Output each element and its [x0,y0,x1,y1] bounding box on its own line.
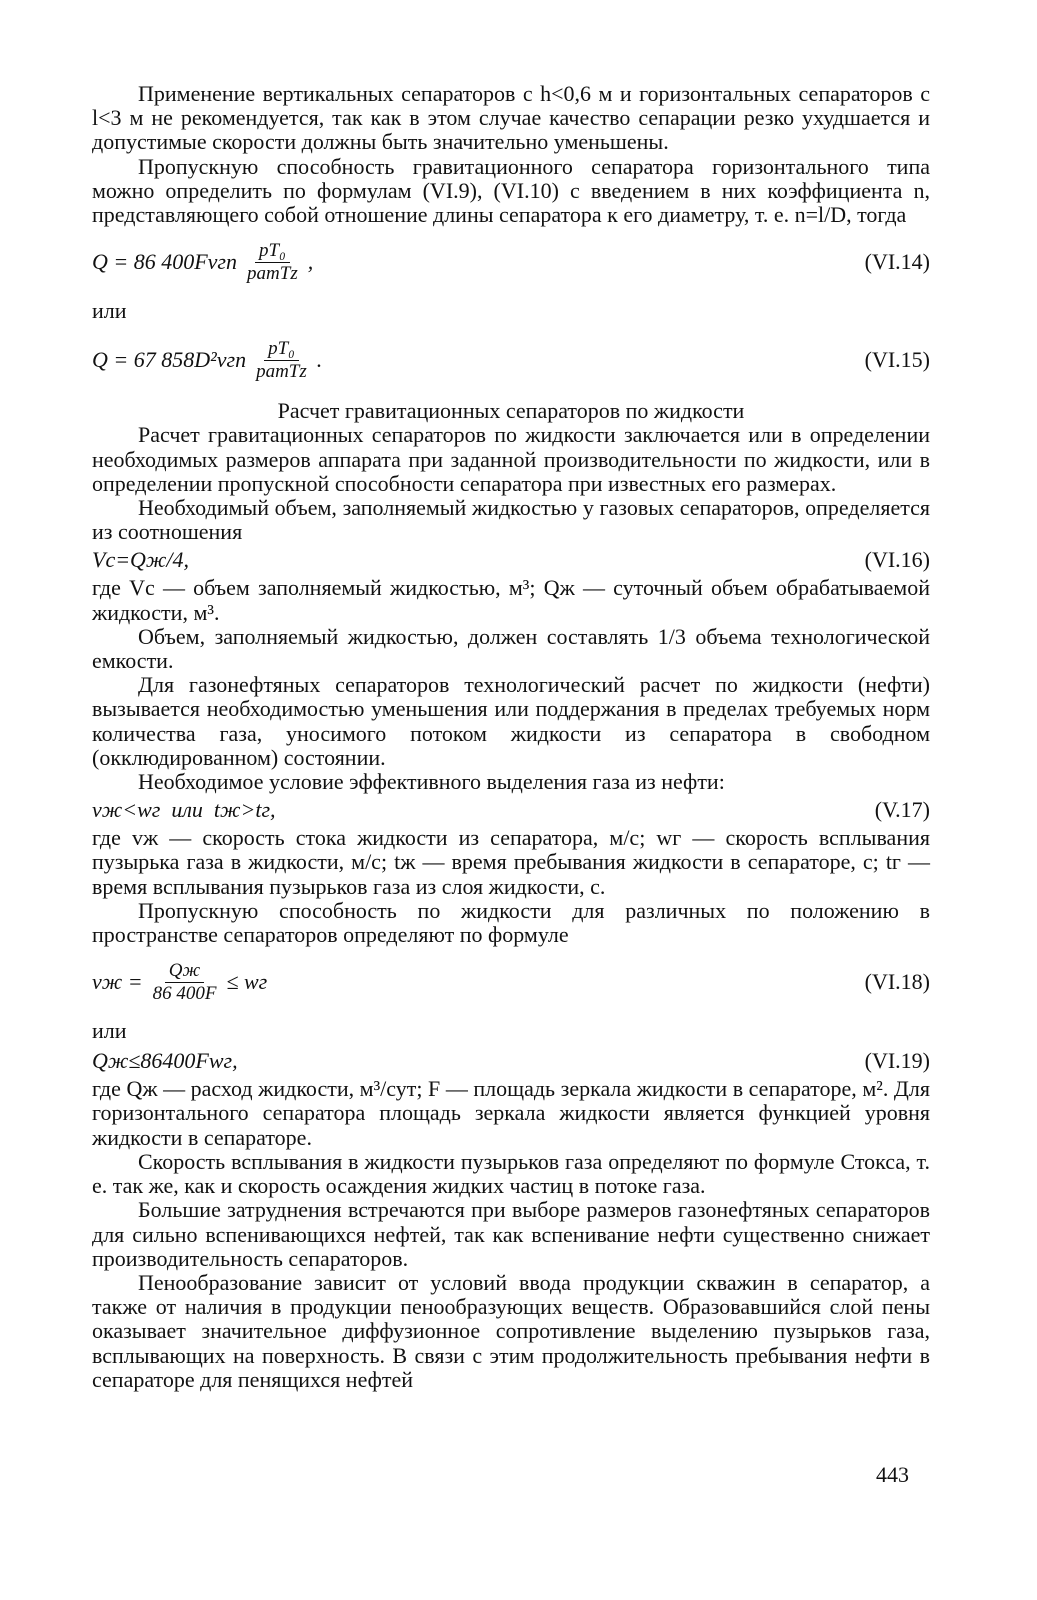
fraction-numerator: Qж [165,960,204,983]
equation-tail: ≤ wг [226,969,268,995]
fraction-numerator: pT₀ [264,338,299,361]
equation-number: (VI.14) [864,249,930,275]
paragraph-foam-formation: Пенообразование зависит от условий ввода продукции скважин в сепаратор, а также от наличия в продукции пенообразующих веществ. Образовавшийся слой пены оказывает значительное диффузионное сопротивление выделению пузырьков газа, всплывающих на поверхность. В связи с этим продолжительность пребывания нефти в сепараторе для пенящихся нефтей [92,1269,930,1392]
fraction [243,240,302,285]
paragraph-horizontal-capacity: Пропускную способность гравитационного сепаратора горизонтального типа можно определить по формулам (VI.9), (VI.10) с введением в них коэффициента n, представляющего собой отношение длины сепаратора к его диаметру, т. е. n=l/D, тогда [92,153,930,228]
equation-v-17 [92,798,930,822]
paragraph-stokes: Скорость всплывания в жидкости пузырьков газа определяют по формуле Стокса, т. е. так же, как и скорость осаждения жидких частиц в потоке газа. [92,1148,930,1199]
fraction-denominator: pатTz [256,360,307,382]
paragraph-liquid-calc: Расчет гравитационных сепараторов по жидкости заключается или в определении необходимых размеров аппарата при заданной производительности по жидкости, или в определении пропускной способности сепаратора при известных его размерах. [92,422,930,496]
conjunction-or: или [92,298,127,324]
equation-vi-19 [92,1049,930,1073]
paragraph-foaming-oils: Большие затруднения встречаются при выборе размеров газонефтяных сепараторов для сильно вспенивающихся нефтей, так как вспенивание нефти существенно снижает производительность сепараторов. [92,1197,930,1271]
equation-number: (V.17) [874,797,930,823]
paragraph-where-qzh: где Qж — расход жидкости, м³/сут; F — площадь зеркала жидкости в сепараторе, м². Для горизонтального сепаратора площадь зеркала жидкости является функцией уровня жидкости в сепараторе. [92,1076,930,1150]
equation-lhs: Q = 67 858D²vгn [92,347,247,373]
paragraph-required-volume: Необходимый объем, заполняемый жидкостью у газовых сепараторов, определяется из соотношения [92,495,930,545]
paragraph-volume-third: Объем, заполняемый жидкостью, должен составлять 1/3 объема технологической емкости. [92,623,930,674]
equation-lhs: vж = [92,969,143,995]
page-body [92,82,930,1392]
equation-vi-14 [92,231,930,293]
equation-lhs: Q = 86 400Fvгn [92,249,238,275]
equation-tail: . [316,347,323,373]
fraction-numerator: pT₀ [255,240,290,263]
section-heading: Расчет гравитационных сепараторов по жидкости [277,398,745,424]
paragraph-condition: Необходимое условие эффективного выделения газа из нефти: [138,769,725,795]
equation-expression: Qж≤86400Fwг, [92,1048,238,1074]
fraction [149,960,221,1005]
fraction-denominator: 86 400F [152,982,217,1004]
paragraph-throughput: Пропускную способность по жидкости для различных по положению в пространстве сепараторов определяют по формуле [92,897,930,948]
equation-vi-18 [92,951,930,1013]
paragraph-where-vc: где Vc — объем заполняемый жидкостью, м³; Qж — суточный объем обрабатываемой жидкости, м³. [92,575,930,625]
page-number: 443 [876,1462,909,1487]
paragraph-separators-limits: Применение вертикальных сепараторов с h<0,6 м и горизонтальных сепараторов с l<3 м не рекомендуется, так как в этом случае качество сепарации резко ухудшается и допустимые скорости должны быть значительно уменьшены. [92,81,930,155]
fraction [252,338,311,383]
equation-vi-16 [92,548,930,572]
equation-number: (VI.16) [864,547,930,573]
paragraph-gas-oil: Для газонефтяных сепараторов технологический расчет по жидкости (нефти) вызывается необходимостью уменьшения или поддержания в пределах требуемых норм количества газа, уносимого потоком жидкости из сепаратора в свободном (окклюдированном) состоянии. [92,672,930,770]
paragraph-where-vzh: где vж — скорость стока жидкости из сепаратора, м/с; wг — скорость всплывания пузырька газа в жидкости, м/с; tж — время пребывания жидкости в сепараторе, с; tг — время всплывания пузырьков газа из слоя жидкости, с. [92,825,930,899]
equation-number: (VI.19) [864,1048,930,1074]
equation-vi-15 [92,329,930,391]
fraction-denominator: pатTz [247,262,298,284]
equation-expression: vж<wг или tж>tг, [92,797,276,823]
equation-number: (VI.18) [864,969,930,995]
equation-expression: Vc=Qж/4, [92,547,190,573]
equation-number: (VI.15) [864,347,930,373]
conjunction-or: или [92,1018,127,1044]
equation-tail: , [307,249,314,275]
